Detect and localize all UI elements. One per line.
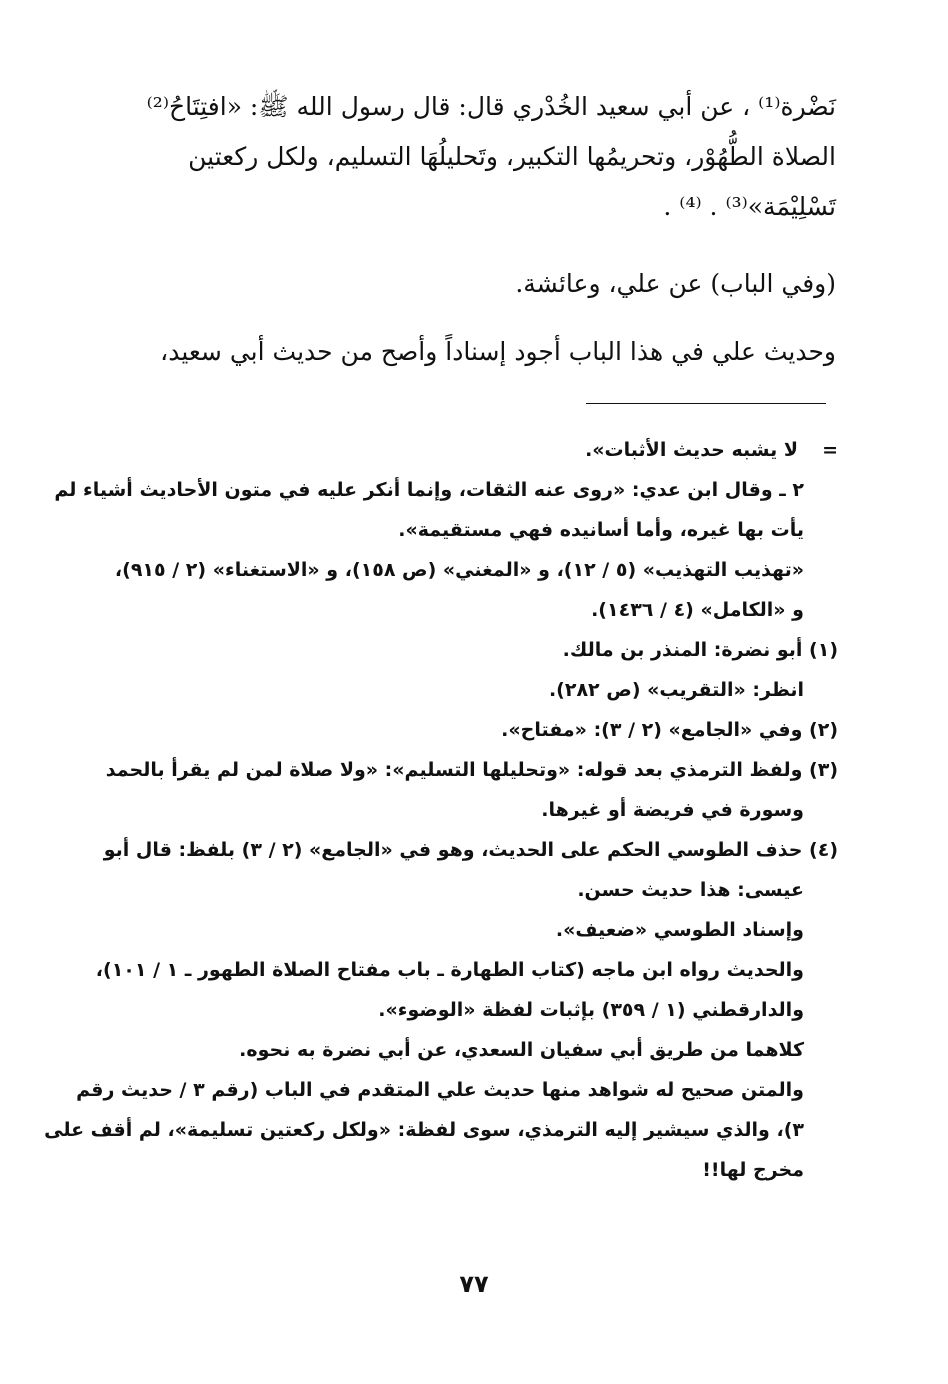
footnote-line: مخرج لها!! xyxy=(702,1159,804,1181)
main-line: تَسْلِيْمَة»⁽³⁾ . ⁽⁴⁾ . xyxy=(663,192,836,221)
footnote-divider xyxy=(586,403,826,404)
footnote-line: و «الكامل» (٤ / ١٤٣٦). xyxy=(591,599,804,621)
grading-paragraph xyxy=(114,327,836,377)
bab-paragraph xyxy=(114,259,836,309)
footnote-line: (٣) ولفظ الترمذي بعد قوله: «وتحليلها التسليم»: «ولا صلاة لمن لم يقرأ بالحمد xyxy=(105,759,838,781)
footnotes xyxy=(44,430,838,1190)
footnote-line: ٣)، والذي سيشير إليه الترمذي، سوى لفظة: «ولكل ركعتين تسليمة»، لم أقف على xyxy=(44,1119,804,1141)
footnote-line: والحديث رواه ابن ماجه (كتاب الطهارة ـ باب مفتاح الصلاة الطهور ـ ١ / ١٠١)، xyxy=(95,959,804,981)
main-text xyxy=(114,82,836,377)
footnote-line: (٢) وفي «الجامع» (٢ / ٣): «مفتاح». xyxy=(501,719,838,741)
main-line: وحديث علي في هذا الباب أجود إسناداً وأصح من حديث أبي سعيد، xyxy=(160,337,836,366)
page-number: ٧٧ xyxy=(459,1270,489,1298)
footnote-text: لا يشبه حديث الأثبات». xyxy=(585,439,798,461)
main-line: (وفي الباب) عن علي، وعائشة. xyxy=(515,269,836,298)
footnote-line: يأت بها غيره، وأما أسانيده فهي مستقيمة». xyxy=(398,519,804,541)
main-line: الصلاة الطُّهُوْر، وتحريمُها التكبير، وتَحليلُهَا التسليم، ولكل ركعتين xyxy=(188,142,836,171)
footnote-line: والمتن صحيح له شواهد منها حديث علي المتقدم في الباب (رقم ٣ / حديث رقم xyxy=(76,1079,804,1101)
continuation-mark: = xyxy=(822,439,838,461)
footnote-line: والدارقطني (١ / ٣٥٩) بإثبات لفظة «الوضوء». xyxy=(378,999,804,1021)
footnote-line: وسورة في فريضة أو غيرها. xyxy=(541,799,804,821)
footnote-line: كلاهما من طريق أبي سفيان السعدي، عن أبي نضرة به نحوه. xyxy=(239,1039,804,1061)
footnote-line: عيسى: هذا حديث حسن. xyxy=(577,879,804,901)
footnote-line: (٤) حذف الطوسي الحكم على الحديث، وهو في «الجامع» (٢ / ٣) بلفظ: قال أبو xyxy=(103,839,838,861)
footnote-line: «تهذيب التهذيب» (٥ / ١٢)، و «المغني» (ص ١٥٨)، و «الاستغناء» (٢ / ٩١٥)، xyxy=(114,559,804,581)
footnote-line xyxy=(118,430,838,470)
footnote-line: وإسناد الطوسي «ضعيف». xyxy=(555,919,804,941)
hadith-paragraph xyxy=(114,82,836,232)
footnote-line: ٢ ـ وقال ابن عدي: «روى عنه الثقات، وإنما أنكر عليه في متون الأحاديث أشياء لم xyxy=(54,479,804,501)
main-line: نَضْرة⁽¹⁾ ، عن أبي سعيد الخُدْري قال: قال رسول الله ﷺ: «افتِتَاحُ⁽²⁾ xyxy=(146,92,836,121)
footnote-line: (١) أبو نضرة: المنذر بن مالك. xyxy=(562,639,838,661)
footnote-line: انظر: «التقريب» (ص ٢٨٢). xyxy=(548,679,804,701)
